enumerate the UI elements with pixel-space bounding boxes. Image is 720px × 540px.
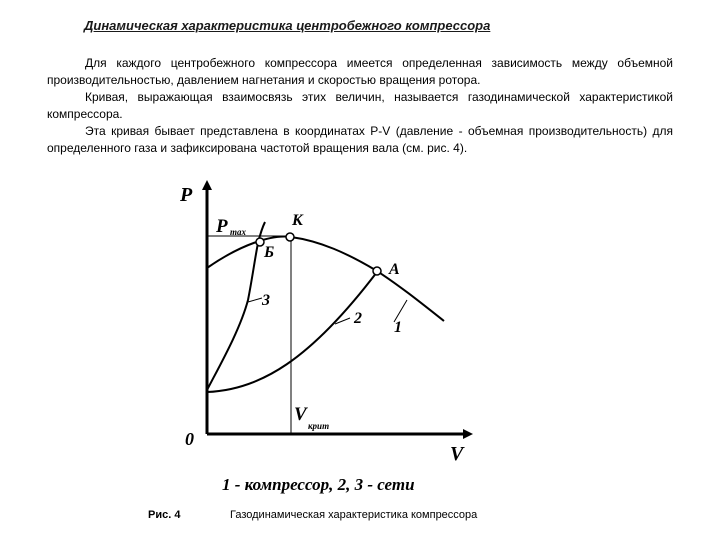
point-a-label: А (389, 261, 400, 278)
paragraph-3: Эта кривая бывает представлена в координатах P-V (давление - объемная производительность) для определенного газа и зафиксирована частотой вращения вала (см. рис. 4). (47, 124, 673, 155)
point-b-marker (256, 238, 264, 246)
section-heading: Динамическая характеристика центробежного компрессора (84, 18, 491, 33)
pmax-label: P (216, 216, 228, 237)
curve-3-label: 3 (262, 292, 270, 309)
point-a-marker (373, 267, 381, 275)
figure-caption: Газодинамическая характеристика компрессора (230, 509, 478, 521)
y-axis-label: P (180, 184, 193, 206)
figure-number: Рис. 4 (148, 509, 181, 521)
figure-legend: 1 - компрессор, 2, 3 - сети (222, 475, 415, 494)
point-k-marker (286, 233, 294, 241)
x-axis-label: V (450, 443, 464, 465)
curve-2-label: 2 (354, 310, 362, 327)
compressor-curve (207, 237, 444, 321)
origin-label: 0 (185, 429, 194, 449)
point-k-label: К (292, 212, 303, 229)
paragraph-2: Кривая, выражающая взаимосвязь этих величин, называется газодинамической характеристикой компрессора. (47, 90, 673, 121)
vcrit-label: V (294, 404, 307, 425)
leader-3 (248, 298, 262, 302)
point-b-label: Б (264, 244, 275, 261)
paragraph-1: Для каждого центробежного компрессора имеется определенная зависимость между объемной производительностью, давлением нагнетания и скоростью вращения ротора. (47, 56, 673, 87)
network-curve-3 (207, 222, 265, 390)
network-curve-2 (207, 272, 377, 392)
pmax-subscript: max (230, 227, 247, 237)
curve-1-label: 1 (394, 319, 402, 336)
vcrit-subscript: крит (308, 421, 330, 431)
